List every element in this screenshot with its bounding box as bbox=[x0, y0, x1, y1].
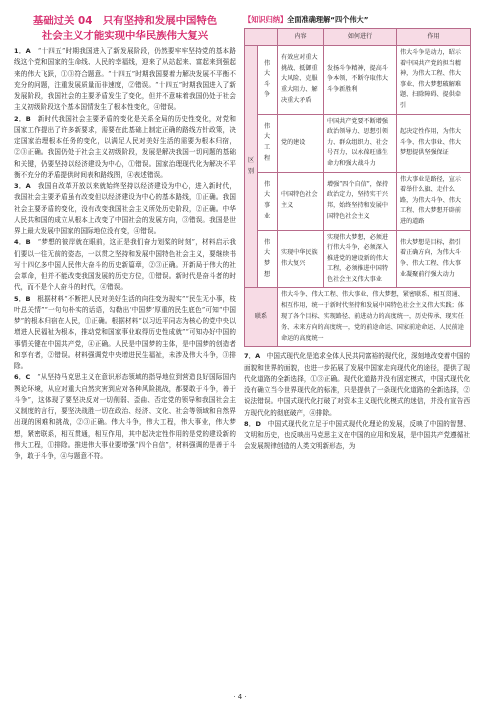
page-number: · 4 · bbox=[233, 693, 247, 701]
table-row bbox=[245, 230, 471, 288]
section-title-line1: 基础过关 04 只有坚持和发展中国特色 bbox=[32, 15, 218, 27]
relation-text: 伟大斗争、伟大工程、伟大事业、伟大梦想，紧密联系、相互贯通、相互作用，统一于新时代坚持和发展中国特色社会主义伟大实践；体现了各个目标、实现路径、前进动力的高度统一，历史传承、现实任务、未来方向的高度统一，党的前途命运、国家前途命运、人民前途命运的高度统一 bbox=[278, 288, 471, 347]
row-how: 实现伟大梦想，必须进行伟大斗争，必须深入推进党的建设新的伟大工程，必须推进中国特色社会主义伟大事业 bbox=[324, 230, 397, 288]
table-row-relation bbox=[245, 288, 471, 347]
header-cell-blank bbox=[245, 29, 278, 46]
answer-paragraph bbox=[14, 46, 236, 114]
answer-paragraph bbox=[244, 351, 470, 419]
answer-number: 7．A bbox=[244, 352, 261, 361]
row-content: 党的建设 bbox=[278, 114, 324, 172]
table-header-row bbox=[245, 29, 471, 46]
left-column bbox=[14, 14, 236, 462]
answer-paragraph bbox=[14, 114, 236, 182]
answer-text: “十四五”时期我国进入了新发展阶段，仍然要牢牢坚持党的基本路线这个党和国家的生命线、人民的幸福线，迎来了从站起来、富起来到强起来的伟大飞跃，①③符合题意。“十四五”时期我国要着力解决发展不平衡不充分的问题，注重发展质量而非速度，②错误。“十四五”时期我国进入了新发展阶段，我国社会的主要矛盾发生了变化，但并不意味着我国仍处于社会主义初级阶段这个基本国情发生了根本性变化，④错误。 bbox=[14, 47, 236, 112]
row-role: 伟大事业是路径，宣示着举什么旗、走什么路，为伟大斗争、伟大工程、伟大梦想开辟前进的道路 bbox=[397, 172, 471, 230]
answer-number: 3．A bbox=[14, 182, 31, 190]
row-role: 起决定性作用，为伟大斗争、伟大事业、伟大梦想提供坚强保证 bbox=[397, 114, 471, 172]
answer-paragraph bbox=[14, 372, 236, 462]
row-name: 伟大事业 bbox=[258, 172, 278, 230]
group-label-relation: 联系 bbox=[245, 288, 278, 347]
answer-paragraph bbox=[14, 181, 236, 237]
answer-text: 新时代我国社会主要矛盾的变化是关系全局的历史性变化，对党和国家工作提出了许多新要求，需要在此基础上制定正确的路线方针政策，决定国家治理根本任务的变化，以满足人民对美好生活的需要为根本归宿，②③正确。我国仍处于社会主义初级阶段，发展是解决我国一切问题的基础和关键，仍要坚持以经济建设为中心，①错误。国家治理现代化为解决不平衡不充分的矛盾提供时间表和路线图，④表述错误。 bbox=[14, 114, 236, 179]
answer-number: 4．B bbox=[14, 238, 31, 247]
row-role: 伟大梦想是目标，指引着正确方向，为伟大斗争、伟大工程、伟大事业凝聚前行强大动力 bbox=[397, 230, 471, 288]
row-how: 发扬斗争精神，提高斗争本领，不断夺取伟大斗争新胜利 bbox=[324, 46, 397, 115]
answer-paragraph bbox=[14, 294, 236, 373]
answer-number: 6．C bbox=[14, 373, 31, 382]
row-content: 中国特色社会主义 bbox=[278, 172, 324, 230]
section-title bbox=[14, 14, 236, 44]
header-cell-how: 如何进行 bbox=[324, 29, 397, 46]
table-row bbox=[245, 114, 471, 172]
row-name: 伟大斗争 bbox=[258, 46, 278, 115]
group-label-difference: 区别 bbox=[245, 46, 258, 288]
row-name: 伟大梦想 bbox=[258, 230, 278, 288]
knowledge-summary-heading: 全面准确理解“四个伟大” bbox=[287, 15, 369, 24]
answer-number: 2．B bbox=[14, 114, 31, 123]
table-row bbox=[245, 172, 471, 230]
answer-number: 8．D bbox=[244, 419, 261, 428]
header-cell-content: 内容 bbox=[278, 29, 324, 46]
row-content: 实现中华民族伟大复兴 bbox=[278, 230, 324, 288]
section-title-line2: 社会主义才能实现中华民族伟大复兴 bbox=[41, 30, 209, 42]
knowledge-summary-tag: 【知识归纳】 bbox=[244, 15, 288, 24]
answer-text: 根据材料“不断把人民对美好生活的向往变为现实”“民生无小事，枝叶总关情”“一句句朴实的话语，勾勒出‘中国梦’厚重的民生底色”可知“中国梦”的根本归宿在人民，①正确。根据材料“以习近平同志为核心的党中央以增进人民福祉为根本，推动党和国家事业取得历史性成就”“可知办好中国的事情关键在中国共产党，④正确。人民是中国梦的主体，是中国梦的创造者和享有者，②错误。材料强调党中央增进民生福祉，未涉及伟大斗争，③排除。 bbox=[14, 294, 236, 370]
row-how: 中国共产党要不断增强政治领导力、思想引领力、群众组织力、社会号召力，以永葆旺盛生命力和强大战斗力 bbox=[324, 114, 397, 172]
knowledge-summary-title bbox=[244, 14, 470, 25]
table-row bbox=[245, 46, 471, 115]
answer-number: 1．A bbox=[14, 47, 31, 55]
answer-text: 中国式现代化立足于中国式现代化理论的发展，反映了中国的智慧、文明和历史，也反映出马克思主义在中国的应用和发展，是中国共产党遵循社会发展规律创造的人类文明新形态，为 bbox=[244, 419, 470, 451]
answer-text: “从坚持马克思主义在意识形态领域的指导地位到营造良好国际国内舆论环境，从应对重大自然灾害到应对各种风险挑战，都要敢于斗争，善于斗争”，这体现了要坚决反对一切削弱、歪曲、否定党的领导和我国社会主义制度的言行，要坚决战胜一切在政治、经济、文化、社会等领域和自然界出现的困难和挑战，②③正确。伟大斗争，伟大工程，伟大事业，伟大梦想，紧密联系，相互贯通，相互作用，其中起决定性作用的是党的建设新的伟大工程，①排除。推进伟大事业要增强“四个自信”，材料强调的是善于斗争，敢于斗争，④与题意不符。 bbox=[14, 373, 236, 460]
header-cell-role: 作用 bbox=[397, 29, 471, 46]
answer-text: “梦想的彼岸就在眼前，这正是我们奋力划桨的时刻”，材料启示我们要以一往无前的姿态，一以贯之坚持和发展中国特色社会主义，要继续书写十四亿多中国人民伟大奋斗的历史新篇章，②③正确。开新局于伟大的社会革命，但并不能改变我国发展的历史方位，①错误。新时代是奋斗者的时代，而不是个人奋斗的时代，④错误。 bbox=[14, 238, 236, 292]
answer-text: 我国自改革开放以来就始终坚持以经济建设为中心，进入新时代，我国社会主要矛盾虽有改变但以经济建设为中心的基本路线，①正确。我国社会主要矛盾的变化，没有改变我国社会主义所处历史阶段，②正确。中华人民共和国的成立从根本上改变了中国社会的发展方向，③错误。我国是世界上最大发展中国家的国际地位没有变，④错误。 bbox=[14, 182, 236, 235]
row-name: 伟大工程 bbox=[258, 114, 278, 172]
row-role: 伟大斗争是动力，昭示着中国共产党的担当精神，为伟大工程、伟大事业、伟大梦想破解难题、扫除障碍、提供牵引 bbox=[397, 46, 471, 115]
answer-paragraph bbox=[14, 237, 236, 293]
right-column bbox=[244, 14, 470, 453]
answer-number: 5．B bbox=[14, 294, 31, 303]
row-how: 增强“四个自信”，保持政治定力，坚持实干兴邦，始终坚持和发展中国特色社会主义 bbox=[324, 172, 397, 230]
row-content: 有效应对重大挑战、抵御重大风险、克服重大阻力、解决重大矛盾 bbox=[278, 46, 324, 115]
answer-paragraph bbox=[244, 419, 470, 453]
answer-text: 中国式现代化是追求全体人民共同富裕的现代化，深刻地改变着中国的面貌和世界的面貌，也进一步拓展了发展中国家走向现代化的途径，提供了现代化道路的全新选择，①③正确。现代化道路并没有固定模式，中国式现代化没有确立当今世界现代化的标准，只是提供了一条现代化道路的全新选择，②说法错误。中国式现代化打破了对资本主义现代化模式的迷信，并没有宣告西方现代化的彻底破产，④排除。 bbox=[244, 352, 470, 417]
four-greats-table bbox=[244, 28, 471, 347]
